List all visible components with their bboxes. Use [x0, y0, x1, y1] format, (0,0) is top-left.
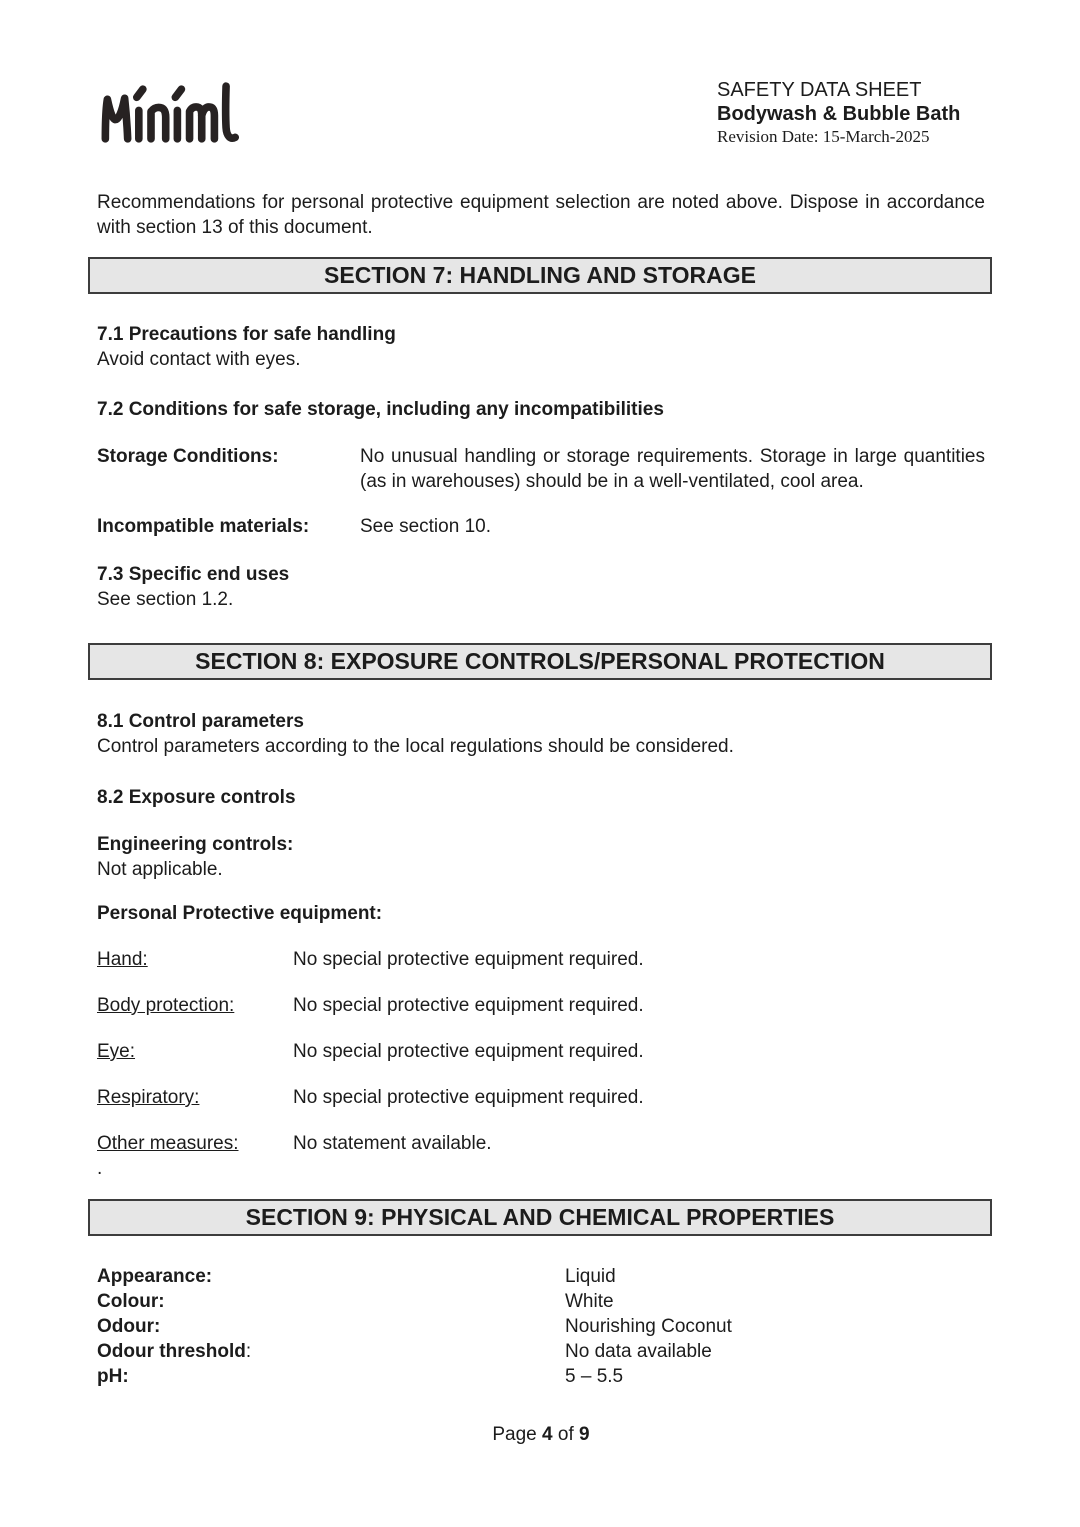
property-value: Nourishing Coconut: [565, 1316, 732, 1337]
property-label: Appearance:: [97, 1266, 213, 1287]
footer-middle: of: [557, 1424, 574, 1445]
property-value: Liquid: [565, 1266, 616, 1287]
incompatible-materials-value: See section 10.: [360, 516, 491, 537]
heading-8-2: 8.2 Exposure controls: [97, 787, 296, 808]
storage-conditions-row: [97, 444, 985, 494]
section7-title: SECTION 7: HANDLING AND STORAGE: [324, 262, 756, 288]
storage-conditions-value: No unusual handling or storage requirements. Storage in large quantities (as in warehouses) should be in a well-ventilated, cool area.: [360, 446, 985, 492]
property-label: Colour:: [97, 1291, 165, 1312]
footer-total-pages: 9: [579, 1424, 590, 1445]
property-label-text: Odour threshold: [97, 1341, 246, 1362]
ppe-label: Hand:: [97, 949, 148, 970]
incompatible-materials-label: Incompatible materials:: [97, 516, 310, 537]
product-name: Bodywash & Bubble Bath: [717, 103, 961, 125]
section7-header-bar: [88, 257, 992, 294]
property-row-appearance: [97, 1264, 985, 1289]
property-row-ph: [97, 1364, 985, 1389]
property-value: White: [565, 1291, 614, 1312]
text-8-1: Control parameters according to the local regulations should be considered.: [97, 736, 734, 757]
ppe-row-respiratory: [97, 1085, 985, 1110]
text-7-3: See section 1.2.: [97, 589, 234, 610]
footer-page-number: 4: [542, 1424, 553, 1445]
page-footer: [97, 1422, 985, 1447]
engineering-controls-text: Not applicable.: [97, 859, 223, 880]
ppe-value: No special protective equipment required.: [293, 1041, 644, 1062]
doc-type-title: SAFETY DATA SHEET: [717, 79, 922, 101]
ppe-row-hand: [97, 947, 985, 972]
heading-8-1: 8.1 Control parameters: [97, 711, 304, 732]
miniml-logo: [97, 78, 275, 155]
property-label: pH:: [97, 1366, 129, 1387]
ppe-value: No statement available.: [293, 1133, 492, 1154]
property-label: [97, 1339, 565, 1364]
ppe-row-body-protection: [97, 993, 985, 1018]
engineering-controls-heading: Engineering controls:: [97, 834, 294, 855]
storage-conditions-label: Storage Conditions:: [97, 446, 279, 467]
ppe-value: No special protective equipment required.: [293, 1087, 644, 1108]
ppe-heading: Personal Protective equipment:: [97, 903, 383, 924]
ppe-value: No special protective equipment required.: [293, 949, 644, 970]
ppe-value: No special protective equipment required.: [293, 995, 644, 1016]
heading-7-3: 7.3 Specific end uses: [97, 564, 290, 585]
ppe-row-eye: [97, 1039, 985, 1064]
property-row-odour: [97, 1314, 985, 1339]
property-label: Odour:: [97, 1316, 161, 1337]
ppe-label: Eye:: [97, 1041, 136, 1062]
section8-title: SECTION 8: EXPOSURE CONTROLS/PERSONAL PROTECTION: [195, 648, 885, 674]
ppe-label: Other measures:: [97, 1133, 239, 1154]
section8-header-bar: [88, 643, 992, 680]
property-label-colon: :: [245, 1341, 252, 1362]
property-value: 5 – 5.5: [565, 1366, 624, 1387]
ppe-label: Body protection:: [97, 995, 235, 1016]
section9-header-bar: [88, 1199, 992, 1236]
property-row-odour-threshold: [97, 1339, 985, 1364]
footer-prefix: Page: [492, 1424, 537, 1445]
header-meta: [717, 78, 985, 148]
intro-paragraph: Recommendations for personal protective equipment selection are noted above. Dispose in accordance with section 13 of this document.: [97, 192, 985, 238]
miniml-logo-drawing: [97, 78, 275, 148]
document-header: [97, 76, 985, 150]
property-row-colour: [97, 1289, 985, 1314]
ppe-row-other-measures: [97, 1131, 985, 1156]
ppe-label: Respiratory:: [97, 1087, 200, 1108]
revision-date: Revision Date: 15-March-2025: [717, 127, 930, 146]
section9-title: SECTION 9: PHYSICAL AND CHEMICAL PROPERTIES: [245, 1204, 835, 1230]
physical-properties-list: [97, 1264, 985, 1389]
heading-7-2: 7.2 Conditions for safe storage, including any incompatibilities: [97, 399, 664, 420]
incompatible-materials-row: [97, 514, 985, 539]
heading-7-1: 7.1 Precautions for safe handling: [97, 324, 396, 345]
property-value: No data available: [565, 1341, 712, 1362]
trailing-period: .: [97, 1158, 103, 1179]
text-7-1: Avoid contact with eyes.: [97, 349, 301, 370]
